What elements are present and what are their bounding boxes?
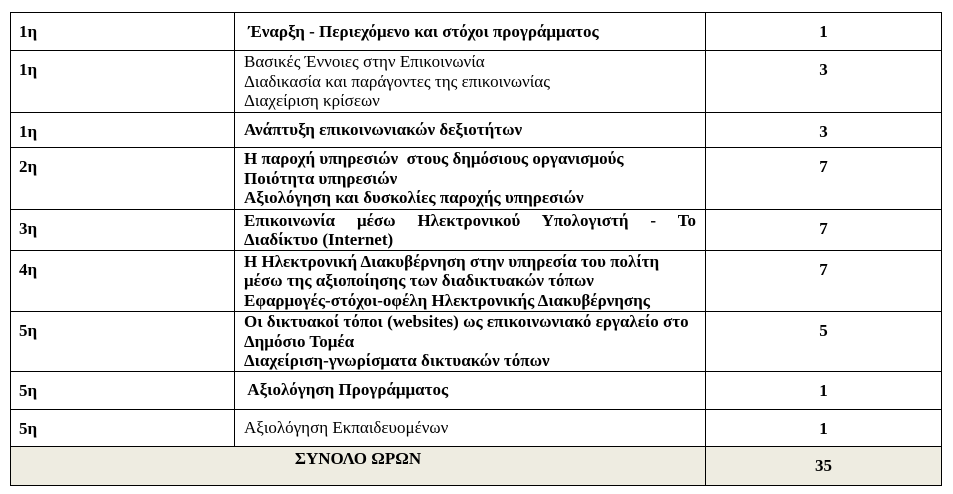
hours-cell: 3 <box>706 51 942 113</box>
hours-cell: 1 <box>706 13 942 51</box>
week-cell: 1η <box>11 13 235 51</box>
table-row <box>11 251 942 312</box>
topic-cell <box>235 312 706 372</box>
total-row <box>11 446 942 485</box>
hours-cell: 1 <box>706 409 942 446</box>
topic-line: Δημόσιο Τομέα <box>244 331 355 351</box>
topic-line: Εφαρμογές-στόχοι-οφέλη Ηλεκτρονικής Διακυβέρνησης <box>244 290 650 310</box>
hours-cell: 5 <box>706 312 942 372</box>
topic-line: Διαδικασία και παράγοντες της επικοινωνίας <box>244 71 550 91</box>
topic-line: Διαχείριση κρίσεων <box>244 91 380 111</box>
hours-cell: 7 <box>706 251 942 312</box>
total-hours: 35 <box>706 446 942 485</box>
topic-cell <box>235 371 706 409</box>
week-cell: 5η <box>11 371 235 409</box>
hours-cell: 7 <box>706 148 942 210</box>
total-label: ΣΥΝΟΛΟ ΩΡΩΝ <box>11 446 706 485</box>
topic-line: Ανάπτυξη επικοινωνιακών δεξιοτήτων <box>244 120 523 140</box>
topic-line: Αξιολόγηση και δυσκολίες παροχής υπηρεσιών <box>244 188 584 208</box>
table-row <box>11 13 942 51</box>
week-cell: 2η <box>11 148 235 210</box>
topic-line: Αξιολόγηση Εκπαιδευομένων <box>244 417 449 437</box>
week-cell: 3η <box>11 210 235 251</box>
topic-cell <box>235 210 706 251</box>
topic-line: Επικοινωνία μέσω Ηλεκτρονικού Υπολογιστή - Το <box>244 210 696 230</box>
week-cell: 5η <box>11 312 235 372</box>
topic-cell <box>235 409 706 446</box>
table-row <box>11 51 942 113</box>
table-row <box>11 210 942 251</box>
hours-cell: 1 <box>706 371 942 409</box>
table-row <box>11 113 942 148</box>
schedule-table <box>10 12 942 486</box>
topic-cell <box>235 251 706 312</box>
week-cell: 1η <box>11 113 235 148</box>
table-row <box>11 371 942 409</box>
topic-line: Η Ηλεκτρονική Διακυβέρνηση στην υπηρεσία του πολίτη <box>244 251 660 271</box>
table-row <box>11 312 942 372</box>
topic-line: Η παροχή υπηρεσιών στους δημόσιους οργανισμούς <box>244 149 624 169</box>
topic-line: Διαδίκτυο (Internet) <box>244 230 394 249</box>
topic-line: Ποιότητα υπηρεσιών <box>244 168 398 188</box>
topic-cell <box>235 113 706 148</box>
topic-cell <box>235 148 706 210</box>
table-row <box>11 148 942 210</box>
topic-line: Αξιολόγηση Προγράμματος <box>244 380 449 400</box>
topic-line: Βασικές Έννοιες στην Επικοινωνία <box>244 52 485 72</box>
hours-cell: 3 <box>706 113 942 148</box>
topic-line: Οι δικτυακοί τόποι (websites) ως επικοινωνιακό εργαλείο στο <box>244 312 689 331</box>
table-row <box>11 409 942 446</box>
topic-line: Έναρξη - Περιεχόμενο και στόχοι προγράμματος <box>244 21 599 41</box>
topic-cell <box>235 13 706 51</box>
week-cell: 5η <box>11 409 235 446</box>
topic-line: Διαχείριση-γνωρίσματα δικτυακών τόπων <box>244 351 550 370</box>
week-cell: 4η <box>11 251 235 312</box>
hours-cell: 7 <box>706 210 942 251</box>
topic-line: μέσω της αξιοποίησης των διαδικτυακών τόπων <box>244 271 594 291</box>
topic-cell <box>235 51 706 113</box>
week-cell: 1η <box>11 51 235 113</box>
